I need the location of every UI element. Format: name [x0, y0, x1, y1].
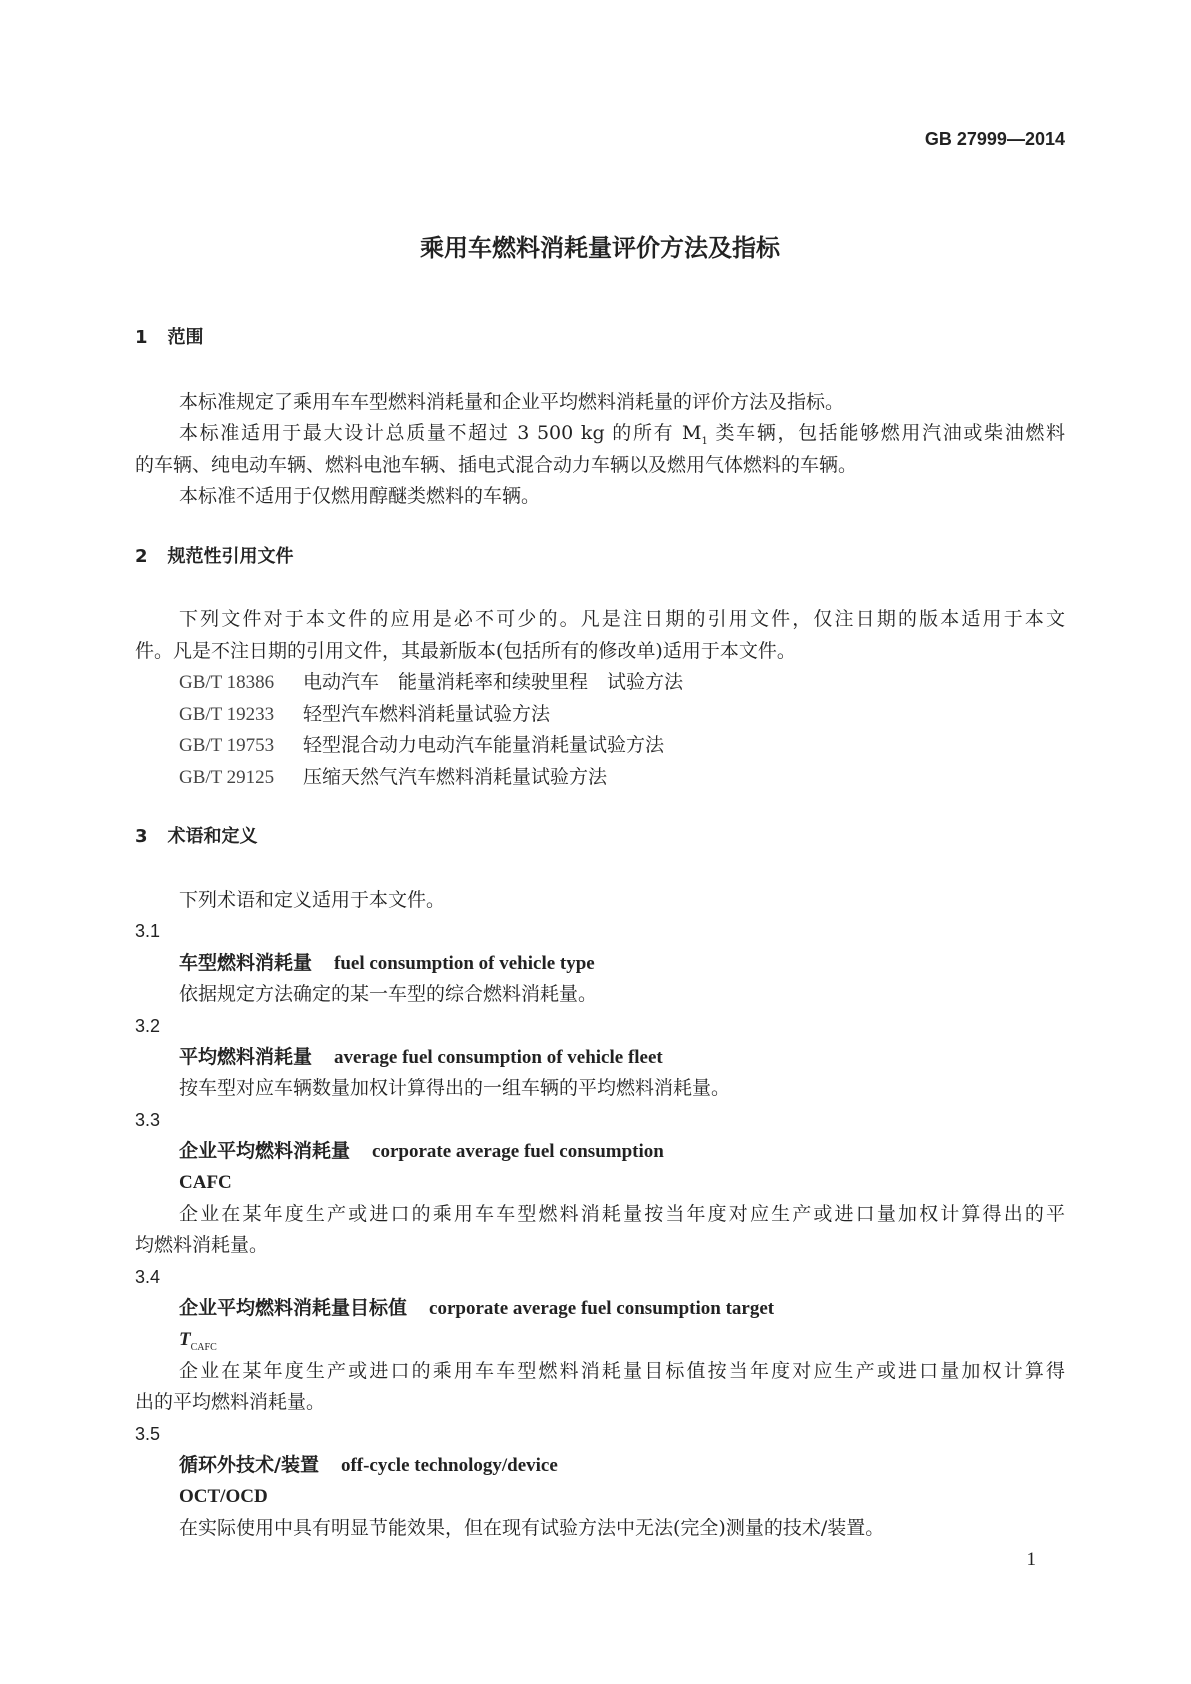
reference-title: 压缩天然气汽车燃料消耗量试验方法: [303, 766, 608, 788]
term-definition: 依据规定方法确定的某一车型的综合燃料消耗量。: [179, 983, 598, 1005]
term-en: corporate average fuel consumption: [372, 1141, 664, 1162]
reference-title: 轻型汽车燃料消耗量试验方法: [303, 703, 551, 725]
paragraph-continuation: 的车辆、纯电动车辆、燃料电池车辆、插电式混合动力车辆以及燃用气体燃料的车辆。: [135, 454, 858, 476]
term-zh: 车型燃料消耗量: [179, 952, 313, 974]
paragraph: 下列术语和定义适用于本文件。: [179, 889, 446, 911]
section-number: 3: [135, 826, 148, 847]
term-number: 3.2: [135, 1016, 161, 1036]
reference-item: [179, 702, 1065, 726]
section-title: 规范性引用文件: [167, 546, 294, 567]
section-heading-2: [135, 545, 1065, 569]
reference-title: 电动汽车 能量消耗率和续驶里程 试验方法: [303, 671, 684, 693]
term-number: 3.1: [135, 921, 161, 941]
term-definition-continuation: 出的平均燃料消耗量。: [135, 1391, 326, 1413]
section-number: 1: [135, 327, 148, 348]
reference-code: GB/T 29125: [179, 767, 275, 788]
reference-code: GB/T 19753: [179, 735, 275, 756]
term-abbreviation: CAFC: [179, 1172, 232, 1193]
reference-title: 轻型混合动力电动汽车能量消耗量试验方法: [303, 734, 665, 756]
term-title: [179, 1296, 1065, 1320]
term-definition: 按车型对应车辆数量加权计算得出的一组车辆的平均燃料消耗量。: [179, 1077, 731, 1099]
term-zh: 企业平均燃料消耗量目标值: [179, 1297, 408, 1319]
term-definition: 企业在某年度生产或进口的乘用车车型燃料消耗量按当年度对应生产或进口量加权计算得出的平: [179, 1203, 1065, 1225]
term-number: 3.5: [135, 1424, 161, 1444]
subscript: 1: [701, 435, 708, 447]
term-number: 3.4: [135, 1267, 161, 1287]
reference-code: GB/T 19233: [179, 704, 275, 725]
section-title: 术语和定义: [167, 826, 258, 847]
term-zh: 循环外技术/装置: [179, 1454, 319, 1476]
term-title: [179, 951, 1065, 975]
section-heading-1: [135, 326, 1065, 350]
term-en: average fuel consumption of vehicle fleet: [334, 1047, 663, 1068]
term-definition: 在实际使用中具有明显节能效果，但在现有试验方法中无法(完全)测量的技术/装置。: [179, 1517, 885, 1539]
term-abbreviation: OCT/OCD: [179, 1486, 268, 1507]
term-en: fuel consumption of vehicle type: [334, 953, 595, 974]
symbol-subscript: CAFC: [190, 1341, 217, 1353]
reference-item: [179, 670, 1065, 694]
paragraph: 本标准规定了乘用车车型燃料消耗量和企业平均燃料消耗量的评价方法及指标。: [179, 391, 845, 413]
paragraph: [179, 421, 1065, 445]
reference-code: GB/T 18386: [179, 672, 275, 693]
reference-item: [179, 733, 1065, 757]
page-number: 1: [1026, 1549, 1036, 1570]
section-title: 范围: [167, 327, 204, 348]
term-number: 3.3: [135, 1110, 161, 1130]
page-title: 乘用车燃料消耗量评价方法及指标: [420, 234, 780, 262]
term-title: [179, 1045, 1065, 1069]
reference-item: [179, 765, 1065, 789]
paragraph: 下列文件对于本文件的应用是必不可少的。凡是注日期的引用文件，仅注日期的版本适用于本文: [179, 608, 1065, 630]
term-symbol: [179, 1328, 1065, 1352]
term-en: corporate average fuel consumption target: [429, 1298, 775, 1319]
term-title: [179, 1453, 1065, 1477]
paragraph: 本标准不适用于仅燃用醇醚类燃料的车辆。: [179, 485, 541, 507]
paragraph-continuation: 件。凡是不注日期的引用文件，其最新版本(包括所有的修改单)适用于本文件。: [135, 640, 796, 662]
symbol: T: [179, 1329, 191, 1350]
term-title: [179, 1139, 1065, 1163]
term-zh: 平均燃料消耗量: [179, 1046, 313, 1068]
text: 本标准适用于最大设计总质量不超过 3 500 kg 的所有 M: [179, 422, 702, 444]
term-en: off-cycle technology/device: [340, 1455, 558, 1476]
term-definition: 企业在某年度生产或进口的乘用车车型燃料消耗量目标值按当年度对应生产或进口量加权计算得: [179, 1360, 1065, 1382]
section-number: 2: [135, 546, 148, 567]
document-code: GB 27999—2014: [924, 129, 1065, 149]
term-zh: 企业平均燃料消耗量: [179, 1140, 351, 1162]
text: 类车辆，包括能够燃用汽油或柴油燃料: [707, 422, 1066, 444]
term-definition-continuation: 均燃料消耗量。: [135, 1234, 269, 1256]
section-heading-3: [135, 825, 1065, 849]
